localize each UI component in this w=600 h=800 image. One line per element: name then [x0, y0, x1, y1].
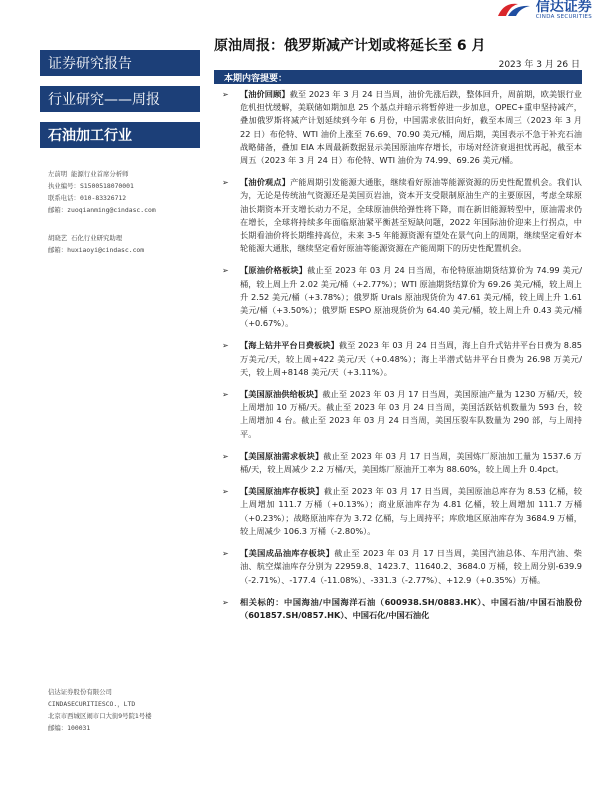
contact-line: 胡晓艺 石化行业研究助理 [48, 234, 123, 242]
arrow-bullet-icon: ➢ [222, 549, 229, 559]
arrow-bullet-icon: ➢ [222, 390, 229, 400]
summary-item [222, 450, 582, 476]
analyst-contact [48, 168, 198, 216]
report-category-label [40, 86, 200, 112]
item-text: 截止至 2023 年 03 月 17 日当周，美国汽油总体、车用汽油、柴油、航空煤油库存分别为 22959.8、1423.7、11640.2、3684.0 万桶，较上周分别-639.9（-2.71%）、-177.4（-11.08%）、-331.3（-2.77%）、+12.9（+0.35%）万桶。 [240, 548, 582, 585]
arrow-bullet-icon: ➢ [222, 341, 229, 351]
summary-content [222, 88, 582, 631]
company-line: 信达证券股份有限公司 [48, 688, 112, 696]
summary-section-header [214, 70, 582, 84]
logo-cn: 信达证券 [535, 0, 592, 15]
summary-item [222, 339, 582, 379]
arrow-bullet-icon: ➢ [222, 451, 229, 461]
item-tag: 【美国原油供给板块】 [240, 389, 323, 400]
item-text: 截止至 2023 年 03 月 17 日当周，美国原油总库存为 8.53 亿桶，较上周增加 111.7 万桶（+0.13%）；商业原油库存为 4.81 亿桶，较上周增加 111.7 万桶（+0.23%）；战略原油库存为 3.72 亿桶，与上周持平；库欣地区原油库存为 3684.9 万桶，较上周减少 106.3 万桶（-2.80%）。 [240, 486, 582, 536]
summary-item [222, 485, 582, 538]
related-stocks-item [222, 596, 582, 622]
company-line: 邮编：100031 [48, 724, 91, 732]
summary-item [222, 176, 582, 255]
arrow-bullet-icon: ➢ [222, 597, 229, 607]
contact-line: 左前明 能源行业首席分析师 [48, 170, 129, 178]
logo-mark-icon [496, 0, 532, 16]
report-category-text: 行业研究——周报 [48, 92, 160, 108]
report-date: 2023 年 3 月 26 日 [498, 60, 580, 70]
report-type-label [40, 50, 200, 76]
item-tag: 【原油价格板块】 [240, 265, 308, 276]
item-tag: 【海上钻井平台日费板块】 [240, 340, 339, 351]
industry-label [40, 122, 200, 148]
summary-item [222, 264, 582, 330]
contact-email[interactable]: 邮箱：huxiaoyi@cindasc.com [48, 246, 145, 254]
arrow-bullet-icon: ➢ [222, 178, 229, 188]
item-text: 截止至 2023 年 03 月 24 日当周，布伦特原油期货结算价为 74.99 美元/桶，较上周上升 2.02 美元/桶（+2.77%）；WTI 原油期货结算价为 69.26 美元/桶，较上周上升 2.52 美元/桶（+3.78%）；俄罗斯 Urals 原油现货价为 47.61 美元/桶，较上周上升 1.61 美元/桶（+3.50%）；俄罗斯 ESPO 原油现货价为 64.40 美元/桶，较上周上升 0.43 美元/桶（+0.67%）。 [240, 265, 582, 329]
item-text: 相关标的：中国海油/中国海洋石油（600938.SH/0883.HK）、中国石油/中国石油股份（601857.SH/0857.HK）、中国石化/中国石油化 [240, 596, 582, 620]
item-tag: 【美国原油需求板块】 [240, 450, 324, 461]
item-tag: 【油价观点】 [240, 177, 291, 188]
contact-line: 联系电话：010-83326712 [48, 194, 127, 202]
logo-text [536, 0, 592, 21]
company-line: CINDASECURITIESCO.，LTD [48, 700, 136, 708]
item-text: 截止至 2023 年 03 月 17 日当周，美国炼厂原油加工量为 1537.6 万桶/天，较上周减少 2.2 万桶/天，美国炼厂原油开工率为 88.60%，较上周上升 0.4pct。 [240, 450, 582, 475]
assistant-contact [48, 232, 198, 256]
report-title: 原油周报：俄罗斯减产计划或将延长至 6 月 [214, 38, 486, 54]
summary-item [222, 88, 582, 167]
item-text: 截至 2023 年 3 月 24 日当周，油价先涨后跌，整体回升，周前期，欧美银行业危机担忧缓解，美联储如期加息 25 个基点并暗示将暂停进一步加息，OPEC+重申坚持减产，叠加俄罗斯将减产计划延续到今年 6 月份，中国需求依旧向好，截至本周三（2023 年 3 月 22 日）布伦特、WTI 油价上涨至 76.69、70.90 美元/桶，周后期，美国表示不急于补充石油战略储备，叠加 EIA 本周最新数据显示美国原油库存增长，市场对经济衰退担忧再起，截至本周五（2023 年 3 月 24 日）布伦特、WTI 油价为 74.99、69.26 美元/桶。 [240, 89, 582, 166]
arrow-bullet-icon: ➢ [222, 90, 229, 99]
industry-text: 石油加工行业 [48, 128, 132, 144]
arrow-bullet-icon: ➢ [222, 266, 229, 276]
contact-email[interactable]: 邮箱：zuoqianming@cindasc.com [48, 206, 156, 214]
item-tag: 【美国原油库存板块】 [240, 486, 324, 497]
contact-line: 执业编号：S1500518070001 [48, 182, 134, 190]
summary-item [222, 388, 582, 441]
summary-section-title: 本期内容提要： [224, 73, 288, 84]
logo-en: CINDA SECURITIES [535, 14, 592, 20]
item-tag: 【油价回顾】 [240, 89, 290, 99]
arrow-bullet-icon: ➢ [222, 487, 229, 497]
item-text: 截至 2023 年 03 月 24 日当周，海上自升式钻井平台日费为 8.85 万美元/天，较上周+422 美元/天（+0.48%）；海上半潜式钻井平台日费为 26.98 万美元/天，较上周+8148 美元/天（+3.11%）。 [240, 340, 582, 377]
cinda-logo [442, 0, 592, 22]
company-line: 北京市西城区闹市口大街9号院1号楼 [48, 712, 152, 720]
report-type-text: 证券研究报告 [48, 56, 132, 72]
company-info [48, 686, 198, 734]
item-tag: 【美国成品油库存板块】 [240, 548, 335, 559]
item-text: 产能周期引发能源大通胀，继续看好原油等能源资源的历史性配置机会。我们认为，无论是传统油气资源还是美国页岩油，资本开支受限制原油生产的主要原因，考虑全球原油长期资本开支增长动力不足，全球原油供给弹性将下降，而在新旧能源转型中，原油需求仍在增长，全球将持续多年面临原油紧平衡甚至短缺问题，2022 年国际油价迎来上行拐点，中长期看油价将长期维持高位，未来 3-5 年能源资源有望处在景气向上的周期，继续坚定看好本轮能源大通胀，继续坚定看好原油等能源资源在产能周期下的历史性配置机会。 [240, 177, 582, 254]
summary-item [222, 547, 582, 587]
sidebar [0, 0, 200, 800]
item-text: 截止至 2023 年 03 月 17 日当周，美国原油产量为 1230 万桶/天，较上周增加 10 万桶/天。截止至 2023 年 03 月 24 日当周，美国活跃钻机数量为 593 台，较上周增加 4 台。截止至 2023 年 03 月 24 日当周，美国压裂车队数量为 290 部，与上周持平。 [240, 389, 582, 439]
